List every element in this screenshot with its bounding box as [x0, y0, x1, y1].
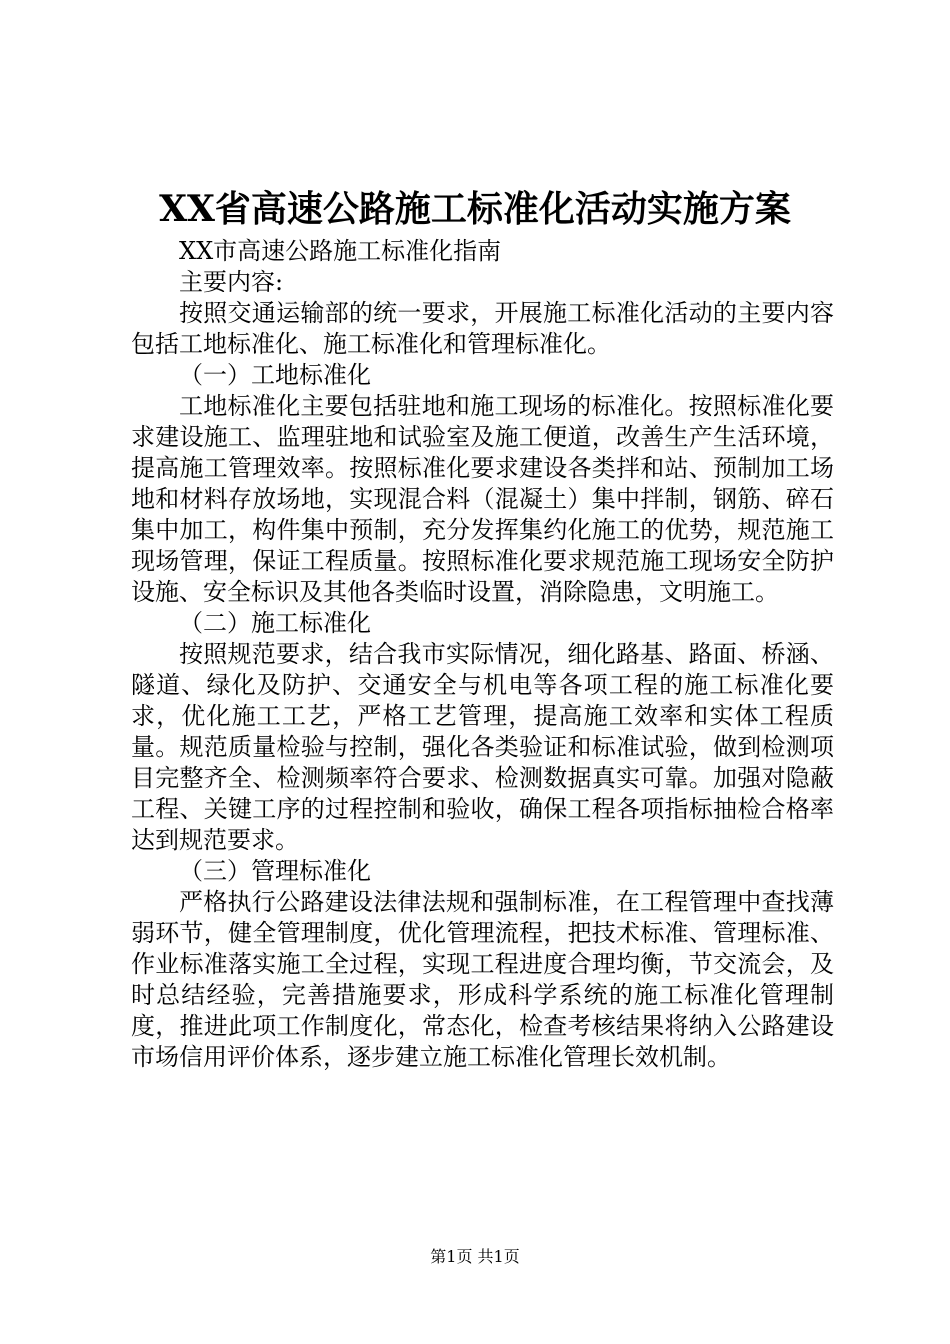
section-2-heading: （二）施工标准化: [179, 609, 371, 637]
page-footer: 第1页 共1页: [430, 1247, 520, 1266]
intro-paragraph: 按照交通运输部的统一要求，开展施工标准化活动的主要内容包括工地标准化、施工标准化和管理标准化。: [131, 299, 834, 358]
section-1-paragraph: 工地标准化主要包括驻地和施工现场的标准化。按照标准化要求建设施工、监理驻地和试验室及施工便道，改善生产生活环境，提高施工管理效率。按照标准化要求建设各类拌和站、预制加工场地和材料存放场地，实现混合料（混凝土）集中拌制，钢筋、碎石集中加工，构件集中预制，充分发挥集约化施工的优势，规范施工现场管理，保证工程质量。按照标准化要求规范施工现场安全防护设施、安全标识及其他各类临时设置，消除隐患，文明施工。: [131, 392, 834, 606]
document-title: XX省高速公路施工标准化活动实施方案: [159, 188, 791, 230]
section-3-heading: （三）管理标准化: [179, 857, 371, 885]
section-2-paragraph: 按照规范要求，结合我市实际情况，细化路基、路面、桥涵、隧道、绿化及防护、交通安全与机电等各项工程的施工标准化要求，优化施工工艺，严格工艺管理，提高施工效率和实体工程质量。规范质量检验与控制，强化各类验证和标准试验，做到检测项目完整齐全、检测频率符合要求、检测数据真实可靠。加强对隐蔽工程、关键工序的过程控制和验收，确保工程各项指标抽检合格率达到规范要求。: [131, 640, 834, 854]
section-1-heading: （一）工地标准化: [179, 361, 371, 389]
main-content-label: 主要内容:: [179, 268, 284, 296]
section-3-paragraph: 严格执行公路建设法律法规和强制标准，在工程管理中查找薄弱环节，健全管理制度，优化管理流程，把技术标准、管理标准、作业标准落实施工全过程，实现工程进度合理均衡，节交流会，及时总结经验，完善措施要求，形成科学系统的施工标准化管理制度，推进此项工作制度化，常态化，检查考核结果将纳入公路建设市场信用评价体系，逐步建立施工标准化管理长效机制。: [131, 888, 834, 1071]
subtitle: XX市高速公路施工标准化指南: [179, 237, 502, 265]
document-body: [131, 236, 834, 1073]
